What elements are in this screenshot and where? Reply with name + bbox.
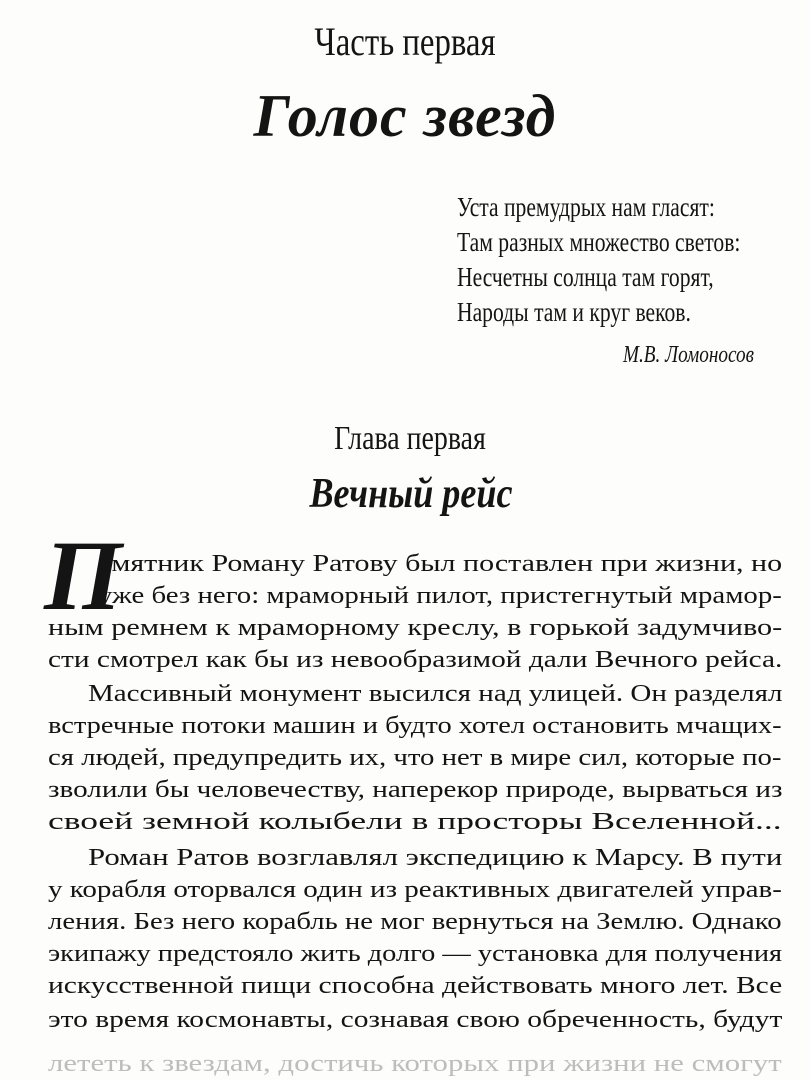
body-line: это время космонавты, сознавая свою обреченность, будут bbox=[48, 1007, 783, 1033]
epigraph-author: М.В. Ломоносов bbox=[623, 342, 754, 368]
body-line: своей земной колыбели в просторы Вселенной... bbox=[48, 809, 782, 835]
body-line: экипажу предстояло жить долго — установка для получения bbox=[48, 941, 783, 967]
body-line: ся людей, предупредить их, что нет в мире сил, которые по- bbox=[48, 745, 782, 771]
epigraph-line: Там разных множество светов: bbox=[457, 227, 741, 257]
chapter-title: Вечный рейс bbox=[309, 471, 513, 517]
part-label: Часть первая bbox=[314, 19, 496, 64]
drop-cap: П bbox=[44, 520, 122, 631]
epigraph-line: Уста премудрых нам гласят: bbox=[457, 192, 715, 222]
body-line: встречные потоки машин и будто хотел остановить мчащих- bbox=[48, 713, 782, 739]
body-line: у корабля оторвался один из реактивных двигателей управ- bbox=[48, 877, 782, 903]
body-line: искусственной пищи способна действовать много лет. Все bbox=[48, 973, 783, 999]
chapter-label: Глава первая bbox=[334, 420, 486, 457]
body-line: уже без него: мраморный пилот, пристегнутый мрамор- bbox=[98, 583, 782, 609]
body-line: лететь к звездам, достичь которых при жизни не смогут bbox=[48, 1051, 782, 1077]
body-line: амятник Роману Ратову был поставлен при жизни, но bbox=[98, 551, 783, 577]
body-line: сти смотрел как бы из невообразимой дали Вечного рейса. bbox=[48, 647, 783, 673]
part-title: Голос звезд bbox=[253, 83, 557, 149]
body-line: Массивный монумент высился над улицей. Он разделял bbox=[88, 681, 783, 707]
body-line: зволили бы человечеству, наперекор природе, вырваться из bbox=[48, 777, 783, 803]
body-line: ления. Без него корабль не мог вернуться на Землю. Однако bbox=[48, 909, 782, 935]
epigraph-line: Народы там и круг веков. bbox=[457, 297, 691, 327]
body-line: ным ремнем к мраморному креслу, в горькой задумчиво- bbox=[48, 615, 783, 641]
epigraph bbox=[457, 190, 740, 330]
body-line: Роман Ратов возглавлял экспедицию к Марсу. В пути bbox=[88, 845, 783, 871]
epigraph-line: Несчетны солнца там горят, bbox=[457, 262, 714, 292]
